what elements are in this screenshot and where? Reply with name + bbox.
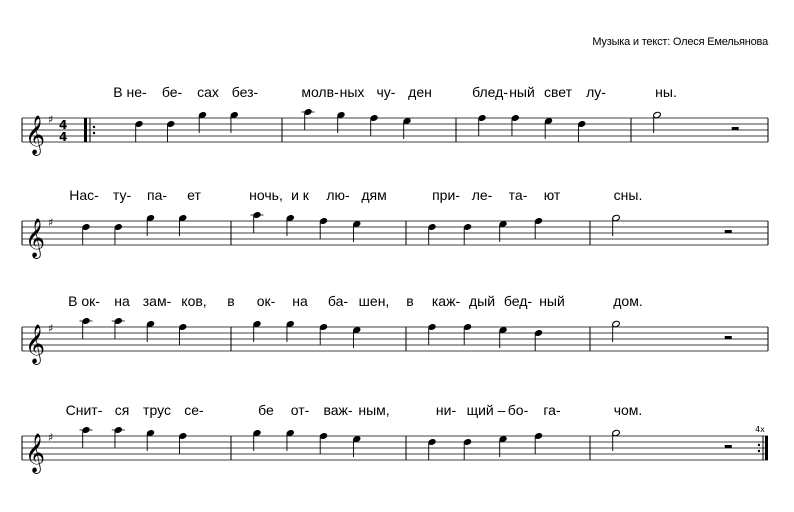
- repeat-dot: [758, 450, 760, 452]
- lyric-syllable: молв-: [301, 84, 339, 100]
- lyric-syllable: В ок-: [68, 293, 100, 309]
- lyric-syllable: Нас-: [69, 187, 99, 203]
- lyric-syllable: от-: [290, 402, 310, 418]
- key-signature-sharp: ♯: [48, 322, 54, 335]
- treble-clef-icon: 𝄞: [25, 115, 46, 155]
- repeat-dot: [758, 444, 760, 446]
- lyric-syllable: без-: [231, 84, 259, 100]
- lyric-syllable: чу-: [376, 84, 396, 100]
- lyric-syllable: при-: [432, 187, 460, 203]
- staff: [0, 187, 794, 297]
- repeat-dot: [93, 126, 95, 128]
- lyric-syllable: зам-: [142, 293, 172, 309]
- lyric-syllable: га-: [543, 402, 561, 418]
- half-rest: [725, 230, 732, 233]
- lyric-syllable: бе: [258, 402, 274, 418]
- music-system-2: [0, 187, 794, 297]
- lyric-syllable: важ-: [323, 402, 353, 418]
- repeat-count: 4x: [755, 425, 765, 434]
- lyric-syllable: ден: [408, 84, 432, 100]
- lyric-syllable: каж-: [431, 293, 461, 309]
- lyric-syllable: ков,: [181, 293, 207, 309]
- lyric-syllable: и к: [291, 187, 309, 203]
- lyric-syllable: лу-: [586, 84, 606, 100]
- lyric-syllable: блед-: [472, 84, 508, 100]
- staff: [0, 293, 794, 403]
- music-system-3: [0, 293, 794, 403]
- composer-credit: Музыка и текст: Олеся Емельянова: [592, 36, 768, 48]
- time-signature-numerator: 4: [59, 118, 68, 132]
- lyric-syllable: Снит-: [65, 402, 103, 418]
- lyric-syllable: ночь,: [249, 187, 283, 203]
- key-signature-sharp: ♯: [48, 113, 54, 126]
- lyric-syllable: дый: [468, 293, 496, 309]
- staff: [0, 84, 794, 194]
- lyric-syllable: бе-: [161, 84, 183, 100]
- lyric-syllable: дом.: [613, 293, 643, 309]
- lyric-syllable: дям: [361, 187, 387, 203]
- half-rest: [725, 445, 732, 448]
- music-system-4: [0, 402, 794, 512]
- lyric-syllable: ный: [539, 293, 565, 309]
- time-signature-denominator: 4: [59, 130, 68, 144]
- lyric-syllable: ный: [509, 84, 535, 100]
- lyric-syllable: ных: [339, 84, 365, 100]
- lyric-syllable: та-: [508, 187, 528, 203]
- treble-clef-icon: 𝄞: [25, 218, 46, 258]
- half-rest: [732, 127, 739, 130]
- lyric-syllable: се-: [184, 402, 204, 418]
- music-system-1: [0, 84, 794, 194]
- treble-clef-icon: 𝄞: [25, 324, 46, 364]
- lyric-syllable: трус: [143, 402, 171, 418]
- lyric-syllable: бо-: [507, 402, 529, 418]
- lyric-syllable: сны.: [613, 187, 643, 203]
- lyric-syllable: свет: [543, 84, 573, 100]
- lyric-syllable: ся: [114, 402, 130, 418]
- lyric-syllable: ту-: [112, 187, 132, 203]
- lyric-syllable: шен,: [358, 293, 390, 309]
- repeat-dot: [93, 132, 95, 134]
- treble-clef-icon: 𝄞: [25, 433, 46, 473]
- lyric-syllable: на: [114, 293, 130, 309]
- lyric-syllable: В не-: [113, 84, 147, 100]
- lyric-syllable: чом.: [613, 402, 643, 418]
- lyric-syllable: ба-: [327, 293, 349, 309]
- key-signature-sharp: ♯: [48, 431, 54, 444]
- staff: [0, 402, 794, 512]
- lyric-syllable: в: [406, 293, 414, 309]
- lyric-syllable: щий –: [466, 402, 506, 418]
- lyric-syllable: ни-: [435, 402, 457, 418]
- lyric-syllable: лю-: [326, 187, 350, 203]
- lyric-syllable: на: [292, 293, 308, 309]
- lyric-syllable: ок-: [256, 293, 276, 309]
- lyric-syllable: ле-: [471, 187, 493, 203]
- half-rest: [725, 336, 732, 339]
- lyric-syllable: ет: [187, 187, 201, 203]
- lyric-syllable: ют: [543, 187, 561, 203]
- repeat-end-thick-bar: [765, 436, 768, 460]
- lyric-syllable: ным,: [358, 402, 390, 418]
- lyric-syllable: в: [227, 293, 235, 309]
- lyric-syllable: сах: [197, 84, 219, 100]
- key-signature-sharp: ♯: [48, 216, 54, 229]
- lyric-syllable: бед-: [503, 293, 533, 309]
- lyric-syllable: ны.: [655, 84, 677, 100]
- repeat-start-thick-bar: [84, 118, 87, 142]
- lyric-syllable: па-: [146, 187, 168, 203]
